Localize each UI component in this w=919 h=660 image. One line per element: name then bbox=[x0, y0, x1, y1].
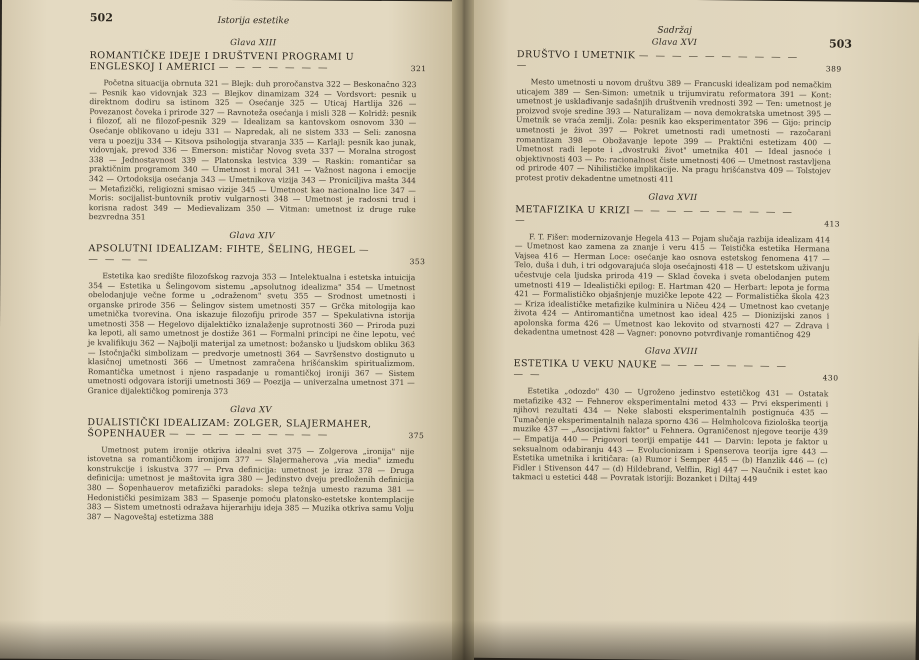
chapter-entry bbox=[86, 404, 425, 524]
chapter-title-row bbox=[515, 203, 841, 229]
chapter-title: DUALISTIČKI IDEALIZAM: ZOLGER, SLAJERMAHER, ŠOPENHAUER bbox=[87, 416, 372, 440]
chapter-title-row bbox=[87, 416, 425, 441]
page-number: 502 bbox=[89, 11, 113, 25]
right-page bbox=[467, 0, 919, 660]
chapter-summary: Estetika „odozdo" 430 — Ugroženo jedinstvo estetičkog 431 — Ostatak metafizike 432 — Fehnerov eksperimentalni metod 433 — Prvi eksperimenti i njihovi rezultati 434 — Neke slabosti eksperimentalnih postignuća 435 — Tumačenje eksperimentalnih nalaza sporno 436 — Helmholcova fiziološka teorija muzike 437 — „Asocijativni faktor" u Fehnera. Ograničenost njegove teorije 439 — Empatija 440 — Prigovori teoriji empatije 441 — Darvin: lepota je faktor u seksualnom odabiranju 443 — Evolucionizam i Spenserova teorija igre 443 — Estetika umetnika i kritičara: (a) Rumor i Semper 445 — (b) Hanzlik 446 — (c) Fidler i Stivenson 447 — (d) Hildebrand, Velflin, Rigl 447 — Naučnik i estet kao takmaci u estetici 448 — Povratak istoriji: Bozanket i Diltaj 449 bbox=[512, 386, 829, 485]
chapter-page: 430 bbox=[822, 373, 839, 383]
left-running-head bbox=[90, 11, 417, 33]
chapter-label: Glava XV bbox=[230, 404, 272, 415]
chapter-title-row bbox=[88, 243, 426, 267]
chapter-page: 389 bbox=[825, 64, 842, 74]
leader-dots: — — — — — — — — — — bbox=[513, 359, 789, 381]
left-page bbox=[0, 0, 457, 660]
leader-dots: — — — — — — — — — — — bbox=[515, 204, 795, 226]
chapter-label: Glava XVIII bbox=[644, 346, 698, 358]
chapter-title: ROMANTIČKE IDEJE I DRUŠTVENI PROGRAMI U ENGLESKOJ I AMERICI bbox=[89, 50, 355, 73]
chapter-page: 413 bbox=[824, 218, 841, 229]
chapter-summary: Početna situacija obrnuta 321 — Blejk: duh proročanstva 322 — Beskonačno 323 — Pesnik kao vidovnjak 323 — Blejkov dinamizam 324 — Vordsvort: pesnik u direktnom dodiru sa istinom 325 — Osećanje 325 — Uticaj Hartlija 326 — Povezanost čoveka i prirode 327 — Ravnoteža osećanja i misli 328 — Kolridž: pesnik i filozof, ali ne filozof-pesnik 329 — Idealizam sa kantovskom osnovom 330 — Osećanje oblikovano u ideju 331 — Napredak, ali ne sistem 333 — Seli: zanosna vera u poeziju 334 — Kitsova psihologija stvaranja 335 — Karlajl: pesnik kao junak, vidovnjak, prevod 336 — Emerson: mističar Novog sveta 337 — Moralna strogost 338 — Jednostavnost 339 — Platonska lestvica 339 — Raskin: romantičar sa praktičnim programom 340 — Umetnost i moral 341 — Važnost nagona i emocije 342 — Ortodoksija osećanja 343 — Umetnikova vizija 343 — Proniciljiva mašta 344 — Metafizički, religiozni smisao vizije 345 — Umetnost kao nacionalno lice 347 — Moris: socijalist-buntovnik protiv vulgarnosti 348 — Umetnost je radosni trud i korisna radost 349 — Medievalizam 350 — Vitman: umetnost iz druge ruke bezvredna 351 bbox=[88, 78, 417, 222]
chapter-entry bbox=[512, 345, 839, 485]
chapter-title: APSOLUTNI IDEALIZAM: FIHTE, ŠELING, HEGEL bbox=[88, 243, 356, 256]
chapter-entry bbox=[88, 37, 427, 224]
leader-dots: — — — — — bbox=[88, 244, 371, 266]
chapter-label: Glava XVI bbox=[651, 37, 698, 49]
chapter-title-row bbox=[516, 49, 842, 74]
chapter-page: 321 bbox=[410, 64, 427, 74]
leader-dots: — — — — — — — bbox=[218, 61, 330, 74]
running-head-title: Sadržaj bbox=[657, 25, 692, 36]
page-number: 503 bbox=[828, 37, 853, 51]
chapter-label: Glava XVII bbox=[648, 192, 698, 203]
chapter-title-row bbox=[513, 358, 839, 383]
chapter-page: 375 bbox=[408, 430, 425, 440]
chapter-title: DRUŠTVO I UMETNIK bbox=[516, 49, 636, 62]
chapter-summary: Mesto umetnosti u novom društvu 389 — Francuski idealizam pod nemačkim uticajem 389 — Sen-Simon: umetnik u trijumviratu reformatora 391 — Kont: umetnost je usklađivanje sadašnjih društvenih vrednosti 392 — Ten: umetnost je proizvod svoje sredine 393 — Naturalizam — nova demokratska umetnost 395 — Umetnik se vraća zemlji. Zola: pesnik kao eksperimentator 396 — Gijo: princip umetnosti je život 397 — Pokret umetnosti radi umetnosti — razočarani romantizam 398 — Obožavanje lepote 399 — Praktični estetizam 400 — Umetnost radi lepote i „dvostruki život" umetnika 401 — Ideal jasnoće i objektivnosti 403 — Po: racionalnost čiste umetnosti 406 — Umetnost rastavljena od prirode 407 — Nihilističke implikacije. Na pragu hrišćanstva 409 — Tolstojev protest protiv dekadentne umetnosti 411 bbox=[515, 77, 832, 184]
chapter-label: Glava XIV bbox=[229, 230, 275, 242]
chapter-summary: F. T. Fišer: modernizovanje Hegela 413 — Pojam slučaja razbija idealizam 414 — Umetnost kao zamena za znanje i veru 415 — Teistička estetika Hermana Vajsea 416 — Herman Loce: osećanje kao osnova estetskog fenomena 417 — Telo, duša i duh, i tri odgovarajuća sloja osećajnosti 418 — U estetskom uživanju učestvuje cela ljudska priroda 419 — Sklad čoveka i sveta obelodanjen putem umetnosti 419 — Idealistički epilog: E. Hartman 420 — Herbart: lepota je forma 421 — Formalističko objašnjenje muzičke lepote 422 — Formalistička škola 423 — Kriza idealističke metafizike kulminira u Ničeu 424 — Umetnost kao cvetanje života 424 — Antiromantična umetnost kao ideal 425 — Dionizijski zanos i apolonska forma 426 — Umetnost kao lekovito od stvarnosti 427 — Zdrava i dekadentna umetnost 428 — Vagner: ponovno potvrđivanje romantičnog 429 bbox=[513, 231, 831, 340]
running-head-title: Istorija estetike bbox=[217, 15, 290, 27]
chapter-entry bbox=[513, 191, 841, 341]
left-page-content bbox=[86, 11, 427, 660]
chapter-summary: Umetnost putem ironije otkriva idealni svet 375 — Zolgerova „ironija" nije istovetna sa romantičkom ironijom 377 — Slajermaherova „via media" između konstrukcije i iskustva 377 — Prva definicija: umetnost je izraz 378 — Druga definicija: umetnost je maštovita igra 380 — Jedinstvo dveju predloženih definicija 380 — Šopenhauerov metafizički paradoks: slepa težnja umesto razuma 381 — Hedonistički pesimizam 383 — Spasenje pomoću platonsko-estetske kontemplacije 383 — Sistem umetnosti odražava hijerarhiju ideja 385 — Muzika otkriva samu Volju 387 — Nagoveštaj estetizma 388 bbox=[86, 444, 415, 522]
chapter-title: METAFIZIKA U KRIZI bbox=[515, 203, 631, 216]
right-page-content bbox=[511, 10, 853, 660]
leader-dots: — — — — — — — — — — — bbox=[516, 50, 800, 72]
chapter-label: Glava XIII bbox=[230, 38, 277, 49]
chapter-title: ESTETIKA U VEKU NAUKE bbox=[513, 358, 658, 371]
chapter-summary: Estetika kao središte filozofskog razvoja 353 — Intelektualna i estetska intuicija 354 — Estetika u Šelingovom sistemu „apsolutnog idealizma" 354 — Umetnost obelodanjuje večne forme u „odraženom" svetu 355 — Srodnost umetnosti i organske prirode 356 — Šelingov sistem umetnosti 357 — Grčka mitologija kao umetnička tvorevina. Ona iskazuje filozofiju prirode 357 — Spekulativna istorija umetnosti 358 — Hegelovo dijalektičko iznalaženje suprotnosti 360 — Priroda puzi ka lepoti, ali samo umetnost je dostiže 361 — Formalni principi ne čine lepotu, već je kvalifikuju 362 — Najbolji materijal za umetnost: božansko u ljudskom obliku 363 — Istočnjački simbolizam — predvorje umetnosti 364 — Savršenstvo dostignuto u klasičnoj umetnosti 366 — Umetnost zamračena hrišćanskim spiritualizmom. Romantička umetnost i njeno raspadanje u romantičkoj ironiji 367 — Sistem umetnosti odgovara istoriji umetnosti 369 — Poezija — univerzalna umetnost 371 — Granice dijalektičkog pomirenja 373 bbox=[87, 271, 416, 397]
chapter-entry bbox=[87, 230, 426, 398]
book-gutter bbox=[452, 0, 474, 660]
chapter-title-row bbox=[89, 50, 427, 74]
leader-dots: — — — — — — — — — — bbox=[169, 428, 330, 441]
chapter-page: 353 bbox=[409, 257, 426, 267]
